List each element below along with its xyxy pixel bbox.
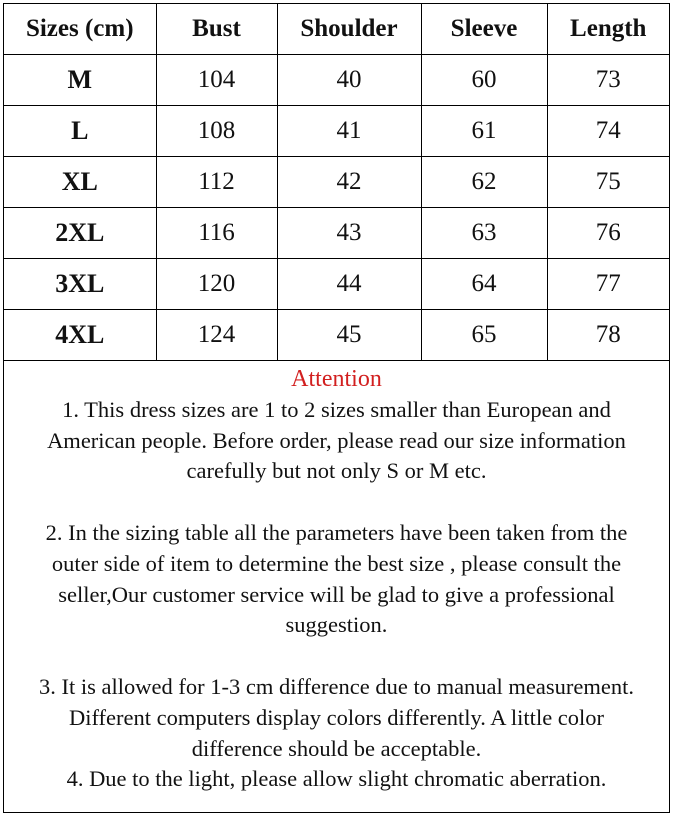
spacer: [4, 487, 669, 518]
length-value: 78: [547, 310, 669, 361]
size-chart-frame: [3, 3, 670, 813]
length-value: 77: [547, 259, 669, 310]
attention-notes: [4, 364, 669, 795]
header-sleeve: Sleeve: [421, 4, 547, 55]
header-sizes: Sizes (cm): [4, 4, 156, 55]
note-line: American people. Before order, please read our size information: [47, 427, 626, 453]
table-row: [4, 55, 669, 106]
bust-value: 124: [156, 310, 277, 361]
size-label: 4XL: [4, 310, 156, 361]
header-shoulder: Shoulder: [277, 4, 421, 55]
sleeve-value: 62: [421, 157, 547, 208]
bust-value: 104: [156, 55, 277, 106]
attention-title: Attention: [291, 366, 382, 392]
table-row: [4, 157, 669, 208]
bust-value: 108: [156, 106, 277, 157]
table-row: [4, 259, 669, 310]
note-line: Different computers display colors differently. A little color: [68, 704, 605, 730]
length-value: 76: [547, 208, 669, 259]
shoulder-value: 45: [277, 310, 421, 361]
bust-value: 120: [156, 259, 277, 310]
table-row: [4, 208, 669, 259]
table-row: [4, 310, 669, 361]
shoulder-value: 43: [277, 208, 421, 259]
table-header-row: [4, 4, 669, 55]
note-line: 4. Due to the light, please allow slight chromatic aberration.: [66, 766, 607, 792]
shoulder-value: 41: [277, 106, 421, 157]
note-line: outer side of item to determine the best size , please consult the: [51, 550, 622, 576]
note-line: seller,Our customer service will be glad to give a professional: [58, 581, 615, 607]
shoulder-value: 44: [277, 259, 421, 310]
spacer: [4, 641, 669, 672]
length-value: 75: [547, 157, 669, 208]
header-length: Length: [547, 4, 669, 55]
note-line: 2. In the sizing table all the parameters have been taken from the: [45, 519, 628, 545]
table-row: [4, 106, 669, 157]
size-label: XL: [4, 157, 156, 208]
header-bust: Bust: [156, 4, 277, 55]
size-table: [4, 4, 669, 361]
size-label: M: [4, 55, 156, 106]
note-line: difference should be acceptable.: [191, 735, 482, 761]
bust-value: 116: [156, 208, 277, 259]
sleeve-value: 65: [421, 310, 547, 361]
sleeve-value: 64: [421, 259, 547, 310]
note-line: 3. It is allowed for 1-3 cm difference due to manual measurement.: [39, 673, 634, 699]
sleeve-value: 60: [421, 55, 547, 106]
bust-value: 112: [156, 157, 277, 208]
note-line: carefully but not only S or M etc.: [186, 458, 487, 484]
shoulder-value: 42: [277, 157, 421, 208]
note-line: 1. This dress sizes are 1 to 2 sizes smaller than European and: [62, 396, 611, 422]
sleeve-value: 61: [421, 106, 547, 157]
note-line: suggestion.: [285, 612, 388, 638]
shoulder-value: 40: [277, 55, 421, 106]
size-label: 3XL: [4, 259, 156, 310]
length-value: 74: [547, 106, 669, 157]
sleeve-value: 63: [421, 208, 547, 259]
size-label: L: [4, 106, 156, 157]
size-label: 2XL: [4, 208, 156, 259]
length-value: 73: [547, 55, 669, 106]
